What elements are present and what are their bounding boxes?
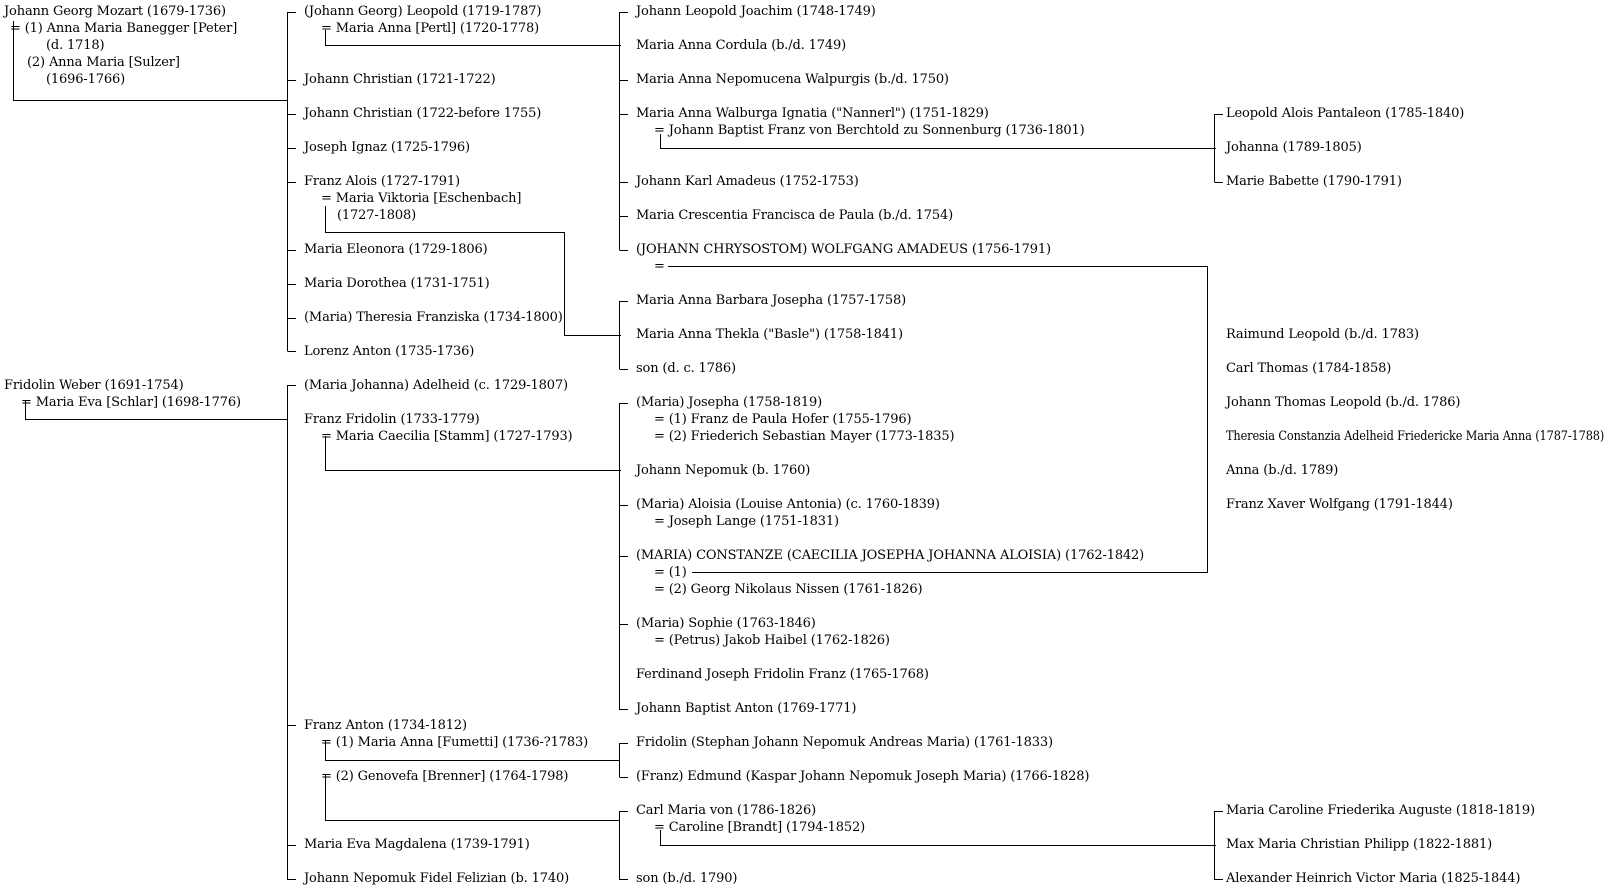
person-leopold: (Johann Georg) Leopold (1719-1787) xyxy=(304,4,542,19)
person-maria-eva-magdalena: Maria Eva Magdalena (1739-1791) xyxy=(304,837,530,852)
person-raimund-leopold: Raimund Leopold (b./d. 1783) xyxy=(1226,327,1419,342)
person-maria-anna-barbara: Maria Anna Barbara Josepha (1757-1758) xyxy=(636,293,907,308)
person-johann-georg-mozart: Johann Georg Mozart (1679-1736) xyxy=(4,4,226,19)
spouse-berchtold: = Johann Baptist Franz von Berchtold zu Sonnenburg (1736-1801) xyxy=(654,123,1085,138)
person-maria-caroline: Maria Caroline Friederika Auguste (1818-1819) xyxy=(1226,803,1535,818)
wolfgang-spouse-marker: = xyxy=(654,259,665,274)
person-johann-leopold-joachim: Johann Leopold Joachim (1748-1749) xyxy=(636,4,876,19)
spouse-jakob-haibel: = (Petrus) Jakob Haibel (1762-1826) xyxy=(654,633,890,648)
person-alexander-heinrich: Alexander Heinrich Victor Maria (1825-1844) xyxy=(1226,871,1521,886)
constanze-spouse-1-marker: = (1) xyxy=(654,565,687,580)
person-ferdinand: Ferdinand Joseph Fridolin Franz (1765-1768) xyxy=(636,667,929,682)
person-johann-nepomuk-1760: Johann Nepomuk (b. 1760) xyxy=(636,463,811,478)
person-max-maria: Max Maria Christian Philipp (1822-1881) xyxy=(1226,837,1493,852)
spouse-anna-maria-sulzer-dates: (1696-1766) xyxy=(46,72,126,87)
person-son-1790: son (b./d. 1790) xyxy=(636,871,738,886)
spouse-franz-de-paula-hofer: = (1) Franz de Paula Hofer (1755-1796) xyxy=(654,412,912,427)
person-johann-thomas-leopold: Johann Thomas Leopold (b./d. 1786) xyxy=(1226,395,1461,410)
spouse-georg-nissen: = (2) Georg Nikolaus Nissen (1761-1826) xyxy=(654,582,923,597)
person-johann-baptist-anton: Johann Baptist Anton (1769-1771) xyxy=(636,701,857,716)
person-adelheid: (Maria Johanna) Adelheid (c. 1729-1807) xyxy=(304,378,568,393)
spouse-caroline-brandt: = Caroline [Brandt] (1794-1852) xyxy=(654,820,866,835)
person-fridolin-stephan: Fridolin (Stephan Johann Nepomuk Andreas Maria) (1761-1833) xyxy=(636,735,1053,750)
person-theresia-franziska: (Maria) Theresia Franziska (1734-1800) xyxy=(304,310,563,325)
person-maria-anna-cordula: Maria Anna Cordula (b./d. 1749) xyxy=(636,38,847,53)
spouse-anna-maria-banegger: = (1) Anna Maria Banegger [Peter] xyxy=(10,21,238,36)
spouse-maria-anna-fumetti: = (1) Maria Anna [Fumetti] (1736-?1783) xyxy=(321,735,589,750)
person-franz-anton: Franz Anton (1734-1812) xyxy=(304,718,467,733)
spouse-maria-caecilia-stamm: = Maria Caecilia [Stamm] (1727-1793) xyxy=(321,429,573,444)
person-constanze: (MARIA) CONSTANZE (CAECILIA JOSEPHA JOHANNA ALOISIA) (1762-1842) xyxy=(636,548,1145,563)
person-fridolin-weber: Fridolin Weber (1691-1754) xyxy=(4,378,184,393)
spouse-maria-viktoria-eschenbach-dates: (1727-1808) xyxy=(337,208,417,223)
person-wolfgang-amadeus: (JOHANN CHRYSOSTOM) WOLFGANG AMADEUS (1756-1791) xyxy=(636,242,1051,257)
person-aloisia: (Maria) Aloisia (Louise Antonia) (c. 1760-1839) xyxy=(636,497,940,512)
spouse-genovefa-brenner: = (2) Genovefa [Brenner] (1764-1798) xyxy=(321,769,569,784)
person-franz-alois: Franz Alois (1727-1791) xyxy=(304,174,460,189)
person-son-1786: son (d. c. 1786) xyxy=(636,361,736,376)
person-leopold-alois: Leopold Alois Pantaleon (1785-1840) xyxy=(1226,106,1465,121)
person-maria-dorothea: Maria Dorothea (1731-1751) xyxy=(304,276,490,291)
spouse-maria-viktoria-eschenbach: = Maria Viktoria [Eschenbach] xyxy=(321,191,522,206)
person-franz-fridolin: Franz Fridolin (1733-1779) xyxy=(304,412,480,427)
person-joseph-ignaz: Joseph Ignaz (1725-1796) xyxy=(304,140,470,155)
spouse-joseph-lange: = Joseph Lange (1751-1831) xyxy=(654,514,839,529)
spouse-maria-eva-schlar: = Maria Eva [Schlar] (1698-1776) xyxy=(21,395,241,410)
person-lorenz-anton: Lorenz Anton (1735-1736) xyxy=(304,344,475,359)
person-marie-babette: Marie Babette (1790-1791) xyxy=(1226,174,1402,189)
spouse-anna-maria-banegger-dates: (d. 1718) xyxy=(46,38,105,53)
person-johann-christian-1721: Johann Christian (1721-1722) xyxy=(304,72,496,87)
person-josepha: (Maria) Josepha (1758-1819) xyxy=(636,395,823,410)
person-basle: Maria Anna Thekla ("Basle") (1758-1841) xyxy=(636,327,903,342)
person-carl-thomas: Carl Thomas (1784-1858) xyxy=(1226,361,1392,376)
person-nannerl: Maria Anna Walburga Ignatia ("Nannerl") (1751-1829) xyxy=(636,106,989,121)
person-johann-nepomuk-fidel: Johann Nepomuk Fidel Felizian (b. 1740) xyxy=(304,871,569,886)
person-maria-anna-nepomucena: Maria Anna Nepomucena Walpurgis (b./d. 1750) xyxy=(636,72,949,87)
person-maria-crescentia: Maria Crescentia Francisca de Paula (b./d. 1754) xyxy=(636,208,954,223)
person-edmund: (Franz) Edmund (Kaspar Johann Nepomuk Joseph Maria) (1766-1828) xyxy=(636,769,1090,784)
spouse-maria-anna-pertl: = Maria Anna [Pertl] (1720-1778) xyxy=(321,21,539,36)
person-johann-karl-amadeus: Johann Karl Amadeus (1752-1753) xyxy=(636,174,859,189)
person-theresia-constanzia: Theresia Constanzia Adelheid Friedericke Maria Anna (1787-1788) xyxy=(1226,429,1605,444)
person-johann-christian-1722: Johann Christian (1722-before 1755) xyxy=(304,106,542,121)
person-anna-1789: Anna (b./d. 1789) xyxy=(1226,463,1339,478)
person-franz-xaver-wolfgang: Franz Xaver Wolfgang (1791-1844) xyxy=(1226,497,1453,512)
person-carl-maria-von-weber: Carl Maria von (1786-1826) xyxy=(636,803,816,818)
spouse-friederich-mayer: = (2) Friederich Sebastian Mayer (1773-1835) xyxy=(654,429,955,444)
person-sophie: (Maria) Sophie (1763-1846) xyxy=(636,616,816,631)
spouse-anna-maria-sulzer: (2) Anna Maria [Sulzer] xyxy=(27,55,180,70)
person-johanna: Johanna (1789-1805) xyxy=(1226,140,1362,155)
person-maria-eleonora: Maria Eleonora (1729-1806) xyxy=(304,242,488,257)
